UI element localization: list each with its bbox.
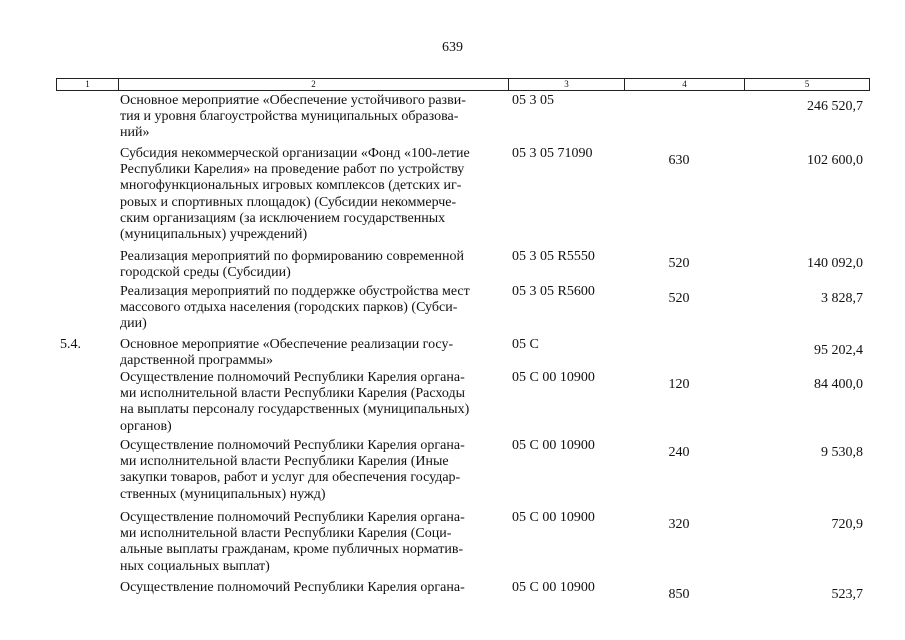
row-name: Субсидия некоммерческой организации «Фонд «100-летие Республики Карелия» на проведение работ по устройству многофункциональных игровых комплексов (детских иг- ровых и спортивных площадок) (Субсидии некоммерче- ским организациям (за исключением государственных (муниципальных) учреждений) — [120, 146, 470, 243]
row-name: Реализация мероприятий по поддержке обустройства мест массового отдыха населения (городских парков) (Субси- дии) — [120, 284, 470, 332]
row-code: 05 3 05 R5550 — [512, 249, 595, 264]
row-amount: 3 828,7 — [821, 291, 863, 306]
row-code: 05 3 05 — [512, 93, 554, 108]
row-amount: 102 600,0 — [807, 153, 863, 168]
row-name: Осуществление полномочий Республики Карелия органа- ми исполнительной власти Республики Карелия (Соци- альные выплаты гражданам, кроме публичных норматив- ных социальных выплат) — [120, 510, 465, 574]
row-expense-type: 630 — [668, 153, 690, 168]
column-header-1: 1 — [57, 79, 119, 90]
row-code: 05 С — [512, 337, 539, 352]
row-code: 05 С 00 10900 — [512, 580, 595, 595]
row-name: Реализация мероприятий по формированию современной городской среды (Субсидии) — [120, 249, 464, 281]
row-expense-type: 520 — [668, 256, 690, 271]
row-code: 05 С 00 10900 — [512, 370, 595, 385]
column-header-row — [56, 78, 870, 91]
column-header-2: 2 — [119, 79, 509, 90]
row-code: 05 С 00 10900 — [512, 438, 595, 453]
row-amount: 84 400,0 — [814, 377, 863, 392]
row-expense-type: 320 — [668, 517, 690, 532]
row-name: Основное мероприятие «Обеспечение реализации госу- дарственной программы» — [120, 337, 454, 369]
row-name: Основное мероприятие «Обеспечение устойчивого разви- тия и уровня благоустройства муниципальных образова- ний» — [120, 93, 466, 141]
row-expense-type: 120 — [668, 377, 690, 392]
page-number: 639 — [442, 40, 463, 55]
row-name: Осуществление полномочий Республики Карелия органа- ми исполнительной власти Республики Карелия (Расходы на выплаты персоналу государственных (муниципальных) органов) — [120, 370, 470, 434]
column-header-3: 3 — [509, 79, 625, 90]
row-amount: 95 202,4 — [814, 343, 863, 358]
column-header-5: 5 — [804, 79, 810, 89]
row-code: 05 3 05 71090 — [512, 146, 593, 161]
row-expense-type: 520 — [668, 291, 690, 306]
row-name: Осуществление полномочий Республики Карелия органа- ми исполнительной власти Республики Карелия (Иные закупки товаров, работ и услуг для обеспечения государ- ственных (муниципальных) нужд) — [120, 438, 465, 502]
row-amount: 523,7 — [831, 587, 863, 602]
row-number: 5.4. — [60, 337, 81, 352]
row-amount: 140 092,0 — [807, 256, 863, 271]
row-expense-type: 240 — [668, 445, 690, 460]
row-amount: 246 520,7 — [807, 99, 863, 114]
row-code: 05 3 05 R5600 — [512, 284, 595, 299]
row-name: Осуществление полномочий Республики Карелия органа- — [120, 580, 465, 595]
row-amount: 9 530,8 — [821, 445, 863, 460]
row-code: 05 С 00 10900 — [512, 510, 595, 525]
row-amount: 720,9 — [831, 517, 863, 532]
column-header-4: 4 — [625, 79, 745, 90]
row-expense-type: 850 — [668, 587, 690, 602]
